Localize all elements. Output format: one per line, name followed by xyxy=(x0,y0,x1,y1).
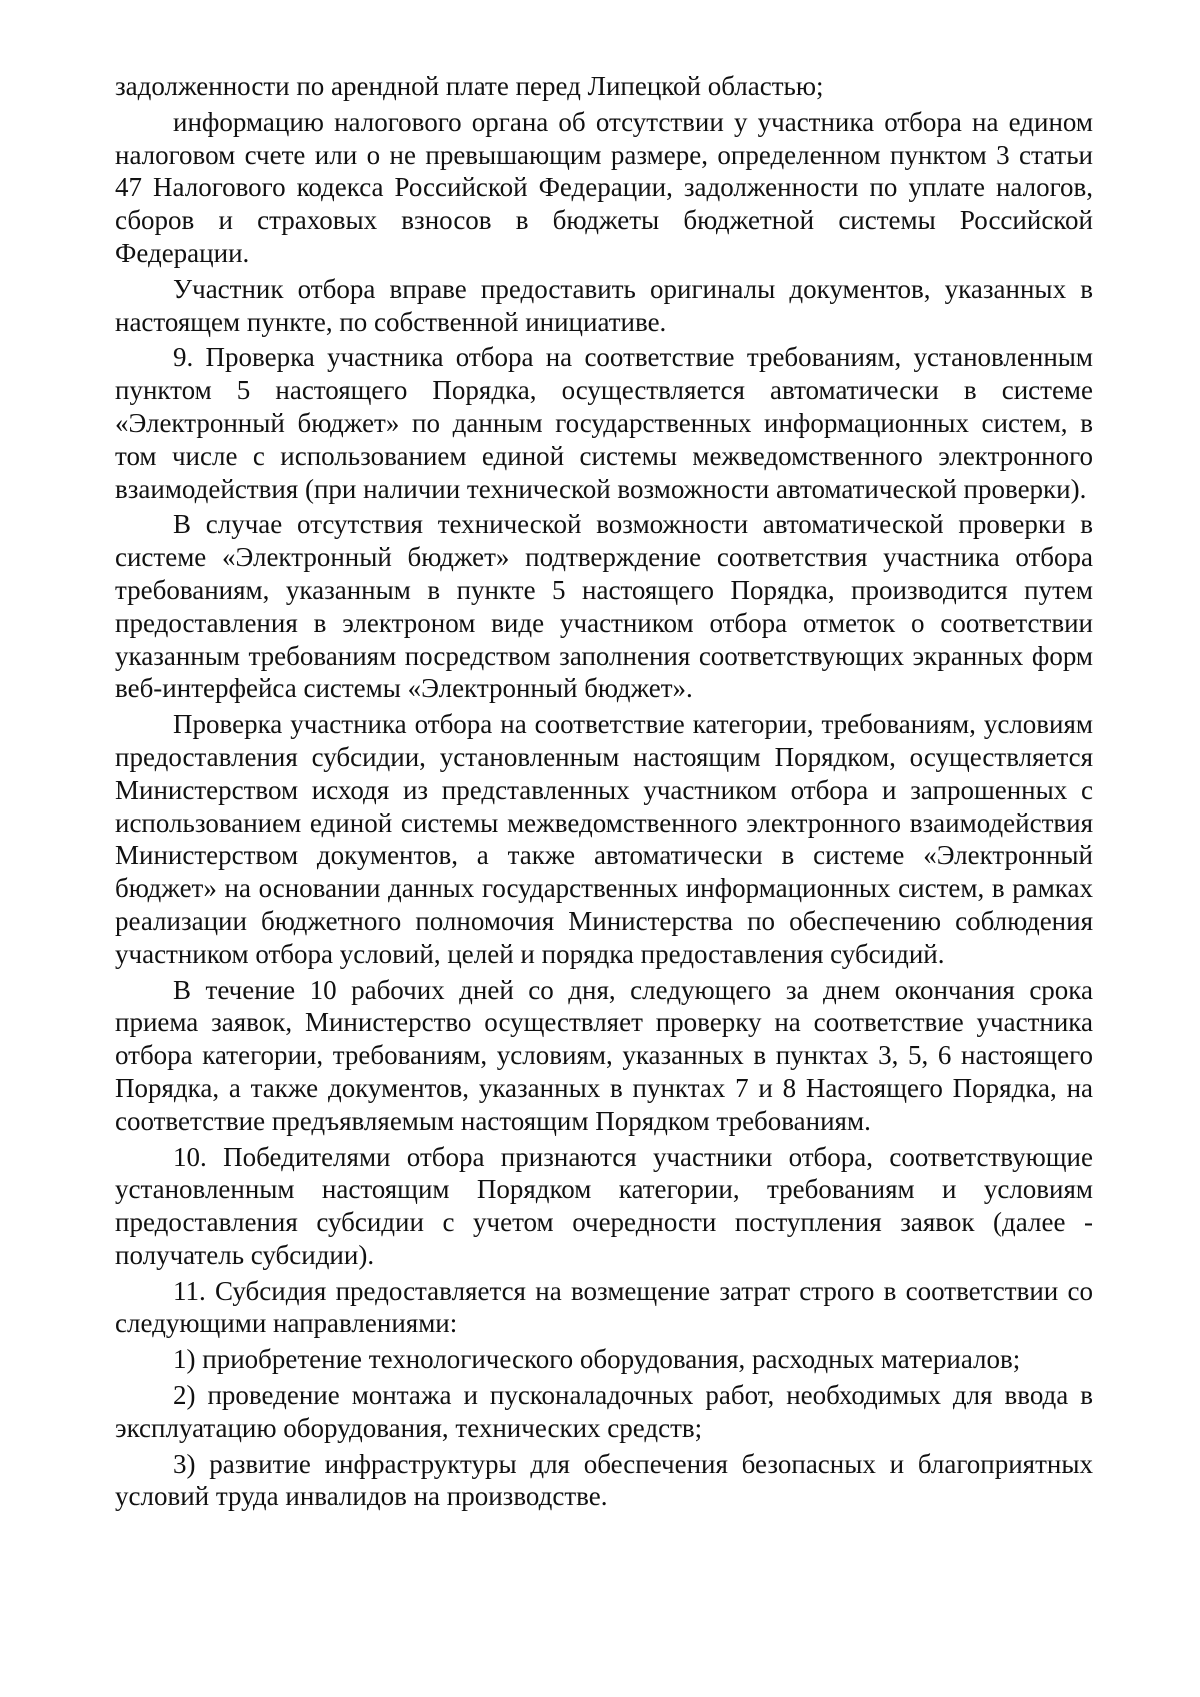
list-item-3: 3) развитие инфраструктуры для обеспечения безопасных и благоприятных условий труда инвалидов на производстве. xyxy=(115,1448,1093,1512)
list-item-1: 1) приобретение технологического оборудования, расходных материалов; xyxy=(173,1344,1021,1375)
list-item-2: 2) проведение монтажа и пусконаладочных работ, необходимых для ввода в эксплуатацию оборудования, технических средств; xyxy=(115,1380,1093,1443)
paragraph-ministry-check: Проверка участника отбора на соответствие категории, требованиям, условиям предоставления субсидии, установленным настоящим Порядком, осуществляется Министерством исходя из представленных участником отбора и запрошенных с использованием единой системы межведомственного электронного взаимодействия Министерством документов, а также автоматически в системе «Электронный бюджет» на основании данных государственных информационных систем, в рамках реализации бюджетного полномочия Министерства по обеспечению соблюдения участником отбора условий, целей и порядка предоставления субсидий. xyxy=(115,709,1093,969)
paragraph-tax-authority-info: информацию налогового органа об отсутствии у участника отбора на едином налоговом счете или о не превышающим размере, определенном пунктом 3 статьи 47 Налогового кодекса Российской Федерации, задолженности по уплате налогов, сборов и страховых взносов в бюджеты бюджетной системы Российской Федерации. xyxy=(115,106,1093,268)
paragraph-item-9: 9. Проверка участника отбора на соответствие требованиям, установленным пунктом 5 настоящего Порядка, осуществляется автоматически в системе «Электронный бюджет» по данным государственных информационных систем, в том числе с использованием единой системы межведомственного электронного взаимодействия (при наличии технической возможности автоматической проверки). xyxy=(115,342,1093,504)
paragraph-item-11: 11. Субсидия предоставляется на возмещение затрат строго в соответствии со следующими направлениями: xyxy=(115,1275,1093,1339)
paragraph-no-technical-possibility: В случае отсутствия технической возможности автоматической проверки в системе «Электронный бюджет» подтверждение соответствия участника отбора требованиям, указанным в пункте 5 настоящего Порядка, производится путем предоставления в электроном виде участником отбора отметок о соответствии указанным требованиям посредством заполнения соответствующих экранных форм веб-интерфейса системы «Электронный бюджет». xyxy=(115,509,1093,704)
paragraph-originals-right: Участник отбора вправе предоставить оригиналы документов, указанных в настоящем пункте, по собственной инициативе. xyxy=(115,273,1093,337)
paragraph-item-10: 10. Победителями отбора признаются участники отбора, соответствующие установленным настоящим Порядком категории, требованиям и условиям предоставления субсидии с учетом очередности поступления заявок (далее - получатель субсидии). xyxy=(115,1141,1093,1270)
paragraph-arrears-continuation: задолженности по арендной плате перед Липецкой областью; xyxy=(115,71,824,101)
document-page xyxy=(115,70,1093,1516)
paragraph-10-working-days: В течение 10 рабочих дней со дня, следующего за днем окончания срока приема заявок, Министерство осуществляет проверку на соответствие участника отбора категории, требованиям, условиям, указанных в пунктах 3, 5, 6 настоящего Порядка, а также документов, указанных в пунктах 7 и 8 Настоящего Порядка, на соответствие предъявляемым настоящим Порядком требованиям. xyxy=(115,974,1093,1136)
